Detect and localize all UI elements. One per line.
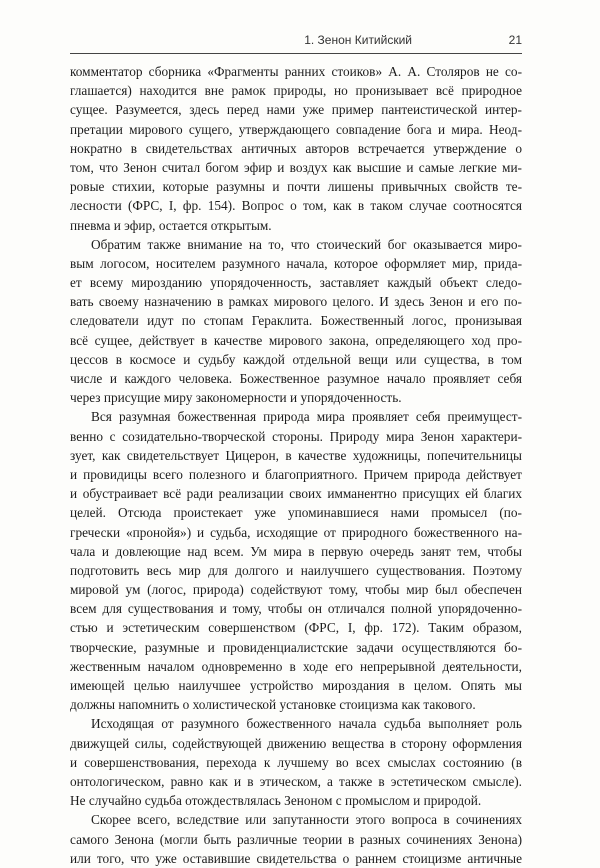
text-line: Скорее всего, вследствие или запутанности этого вопроса в сочинениях: [91, 812, 522, 828]
text-line: зует, как свидетельствует Цицерон, в качестве художницы, попечительницы: [70, 447, 522, 463]
text-line: через присущие миру закономерности и упорядоченность.: [70, 390, 402, 406]
text-line: ет всему мирозданию упорядоченность, заставляет каждый объект следо-: [70, 275, 522, 291]
text-line: ровые стихии, которые разумны и почти лишены привычных свойств те-: [70, 179, 522, 195]
text-line: лесности (ФРС, I, фр. 154). Вопрос о том, как в таком случае соотносятся: [70, 198, 522, 214]
text-line: Не случайно судьба отождествлялась Зеноном с промыслом и природой.: [70, 793, 482, 809]
text-line: глашается) находится вне рамок природы, но пронизывает всё природное: [70, 83, 522, 99]
text-line: жественным началом одновременно в ходе его непрерывной деятельности,: [70, 658, 522, 674]
text-line: гречески «пронойя») и судьба, исходящие от природного божественного на-: [70, 524, 522, 540]
text-line: том, что Зенон считал богом эфир и воздух как высшие и самые легкие ми-: [70, 159, 522, 175]
paragraph: [70, 407, 522, 714]
text-line: числе и каждого человека. Божественное разумное начало проявляет себя: [70, 371, 522, 386]
text-line: комментатор сборника «Фрагменты ранних стоиков» А. А. Столяров не со-: [70, 64, 522, 79]
running-title: 1. Зенон Китийский: [304, 33, 412, 47]
text-line: пневма и эфир, остается открытым.: [70, 217, 272, 233]
text-line: Исходящая от разумного божественного начала судьба выполняет роль: [91, 716, 522, 732]
header-rule: [70, 53, 522, 54]
page-header: [70, 33, 522, 51]
text-line: Обратим также внимание на то, что стоический бог оказывается миро-: [91, 236, 522, 252]
paragraph: [70, 810, 522, 868]
text-line: венно с созидательно-творческой стороны. Природу мира Зенон характери-: [70, 428, 522, 444]
text-line: самого Зенона (могли быть различные теории в разных сочинениях Зенона): [70, 831, 522, 847]
text-line: всем для существования и тому, чтобы он отличался полной упорядоченно-: [70, 601, 522, 617]
page-number: 21: [508, 33, 522, 47]
text-line: и обустраивает всё ради реализации своих имманентно присущих ей благих: [70, 486, 522, 502]
text-line: должны напомнить о холистической установке стоицизма как такового.: [70, 697, 476, 713]
text-line: подготовить весь мир для долгого и наилучшего существования. Поэтому: [70, 562, 522, 578]
text-line: и совершенствования, перехода к лучшему во всех смыслах состоянию (в: [70, 754, 522, 770]
text-line: или того, что уже оставившие свидетельства о раннем стоицизме античные: [70, 850, 522, 866]
paragraph: [70, 62, 522, 235]
text-line: движущей силы, содействующей движению вещества в сторону оформления: [70, 735, 522, 751]
text-line: имеющей целью наилучшее устройство мироздания в целом. Опять мы: [70, 678, 522, 693]
text-line: претации мирового сущего, утверждающего совпадение бога и мира. Неод-: [70, 121, 522, 137]
text-line: стью и эстетическим совершенством (ФРС, I, фр. 172). Таким образом,: [70, 620, 522, 636]
text-line: сущее. Разумеется, здесь перед нами уже пример пантеистической интер-: [70, 102, 522, 118]
paragraph: [70, 235, 522, 408]
body-text: [70, 62, 522, 868]
paragraph: [70, 714, 522, 810]
text-line: и провидицы всего полезного и благоприятного. Причем природа действует: [70, 466, 522, 482]
text-line: чала и довлеющие над всем. Ум мира в первую очередь занят тем, чтобы: [70, 543, 522, 559]
text-line: всё сущее, действует в качестве мирового закона, определяющего ход про-: [70, 332, 522, 348]
text-line: вым логосом, носителем разумного начала, которое оформляет мир, прида-: [70, 255, 522, 271]
text-line: вать своему назначению в рамках мирового целого. И здесь Зенон и его по-: [70, 294, 522, 310]
text-line: Вся разумная божественная природа мира проявляет себя преимущест-: [91, 409, 522, 425]
text-line: нократно в свидетельствах античных авторов встречается утверждение о: [70, 140, 522, 156]
text-line: целей. Отсюда проистекает уже упоминавшиеся нами промысел (по-: [70, 505, 522, 521]
text-line: творческие, разумные и провиденциалистские задачи осуществляются бо-: [70, 639, 522, 655]
text-line: цессов в космосе и судьбу каждой отдельной вещи или существа, в том: [70, 351, 522, 367]
text-line: следователи идут по стопам Гераклита. Божественный логос, пронизывая: [70, 313, 522, 329]
text-line: мировой ум (логос, природа) содействуют тому, чтобы мир был обеспечен: [70, 582, 522, 598]
text-line: онтологическом, равно как и в этическом, а также в эстетическом смысле).: [70, 773, 522, 789]
